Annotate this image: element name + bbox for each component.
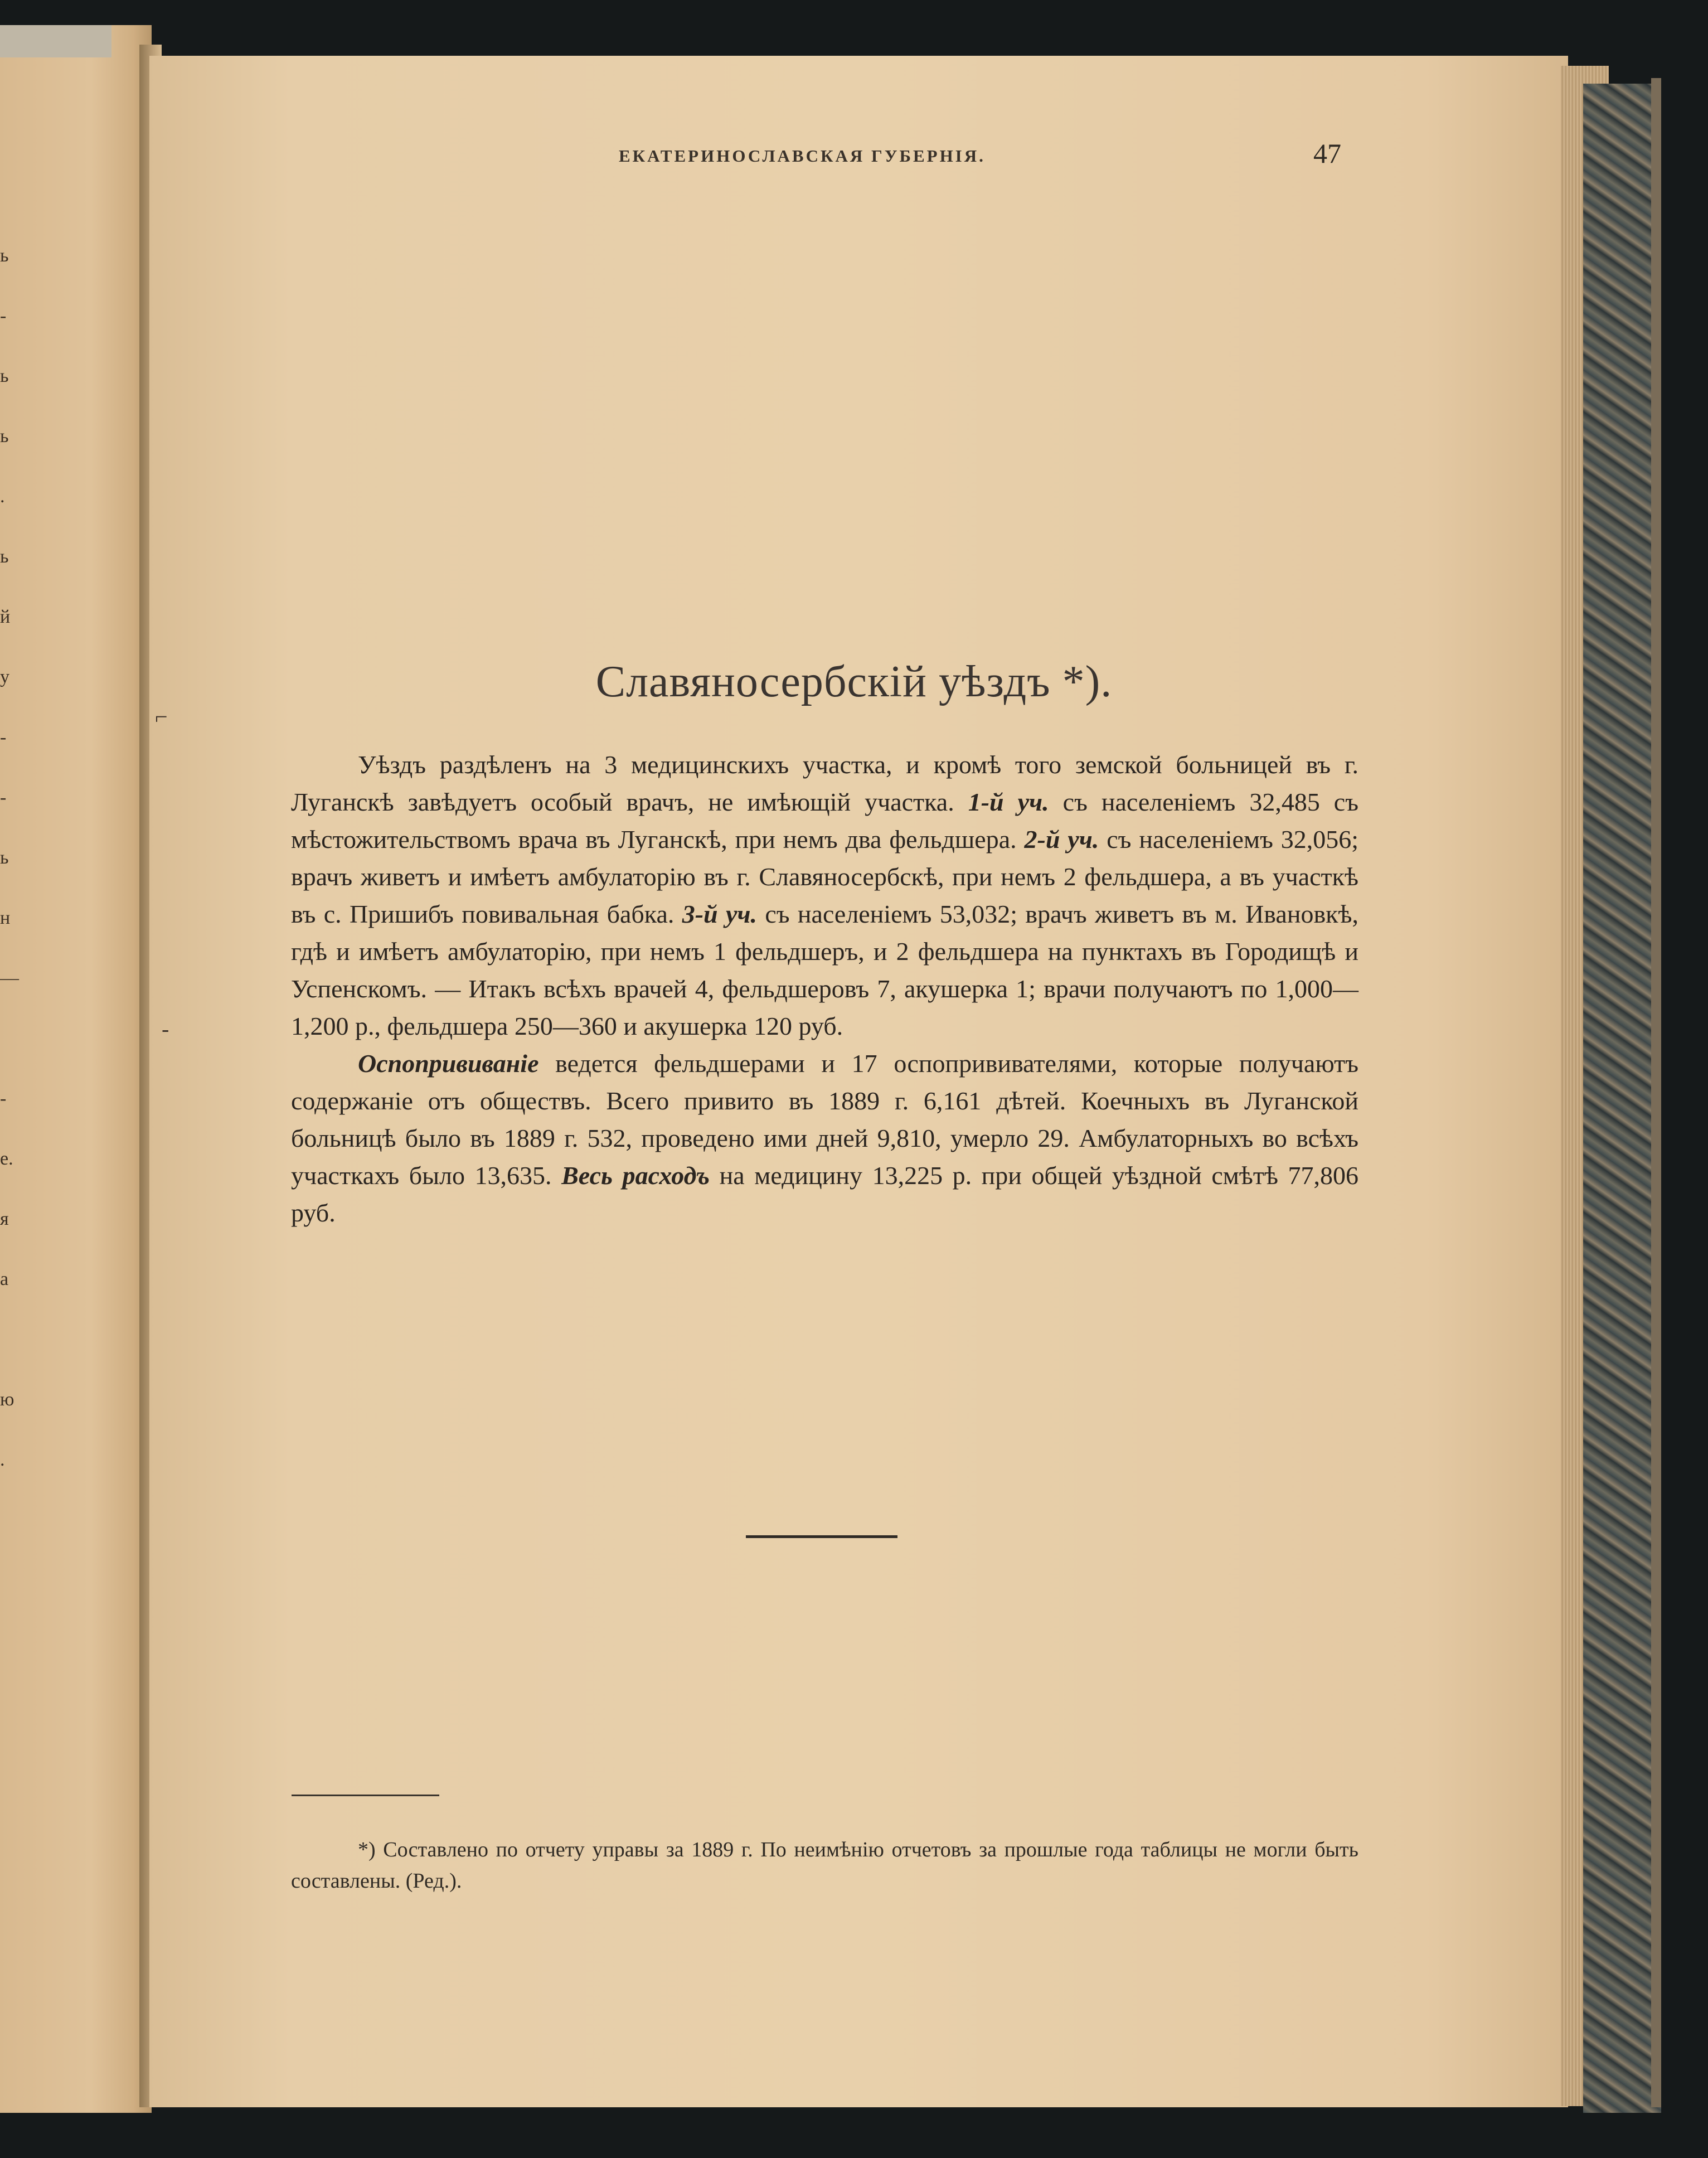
edge-glyph: ь — [0, 847, 9, 868]
section-label: 2-й уч. — [1024, 825, 1099, 853]
page-number: 47 — [1313, 138, 1341, 169]
section-title: Славяносербскій уѣздъ *). — [595, 657, 1113, 706]
footnote — [291, 1834, 1358, 1897]
edge-glyph: я — [0, 1209, 9, 1229]
edge-glyph — [0, 1008, 22, 1069]
margin-mark: ⌐ — [155, 704, 168, 729]
margin-mark: - — [162, 1016, 169, 1041]
edge-glyph — [0, 1310, 22, 1370]
lead-term: Оспопрививаніе — [358, 1049, 539, 1078]
edge-glyph: й — [0, 607, 11, 627]
marbled-cover — [1583, 84, 1661, 2113]
edge-glyph: - — [0, 727, 7, 748]
edge-glyph: е. — [0, 1148, 13, 1169]
left-facing-page — [0, 25, 152, 2113]
text-run: съ населеніемъ 53,032; врачъ живетъ въ м. Ивановкѣ, гдѣ и имѣетъ амбулаторію, при немъ 1 фельдшеръ, и 2 фельдшера на пунктахъ въ Городищѣ и Успенскомъ. — Итакъ всѣхъ врачей 4, фельдшеровъ 7, акушерка 1; врачи получаютъ по 1,000—1,200 р., фельдшера 250—360 и акушерка 120 руб. — [291, 900, 1359, 1040]
edge-glyph: у — [0, 667, 9, 687]
edge-glyph: ь — [0, 366, 9, 386]
edge-glyph: - — [0, 305, 7, 326]
text-run: съ населеніемъ 32,485 съ мѣстожительствомъ врача въ Луганскѣ, при немъ два фельдшера. — [291, 788, 1359, 853]
footnote-text: *) Составлено по отчету управы за 1889 г. По неимѣнію отчетовъ за прошлые года таблицы не могли быть составлены. (Ред.). — [291, 1838, 1358, 1893]
footnote-rule — [292, 1795, 439, 1796]
running-head: ЕКАТЕРИНОСЛАВСКАЯ ГУБЕРНІЯ. — [619, 146, 986, 166]
text-run: на медицину 13,225 р. при общей уѣздной смѣтѣ 77,806 руб. — [291, 1161, 1358, 1227]
body-text — [291, 746, 1358, 1231]
total-label: Весь расходъ — [561, 1161, 710, 1190]
text-run: Уѣздъ раздѣленъ на 3 медицинскихъ участка, и кромѣ того земской больницей въ г. Луганскѣ завѣдуетъ особый врачъ, не имѣющій участка. — [291, 750, 1358, 816]
edge-glyph: ь — [0, 426, 9, 447]
paragraph-vaccination — [291, 1045, 1358, 1231]
edge-glyph: - — [0, 787, 7, 808]
cover-edge — [1651, 78, 1661, 2107]
edge-glyph: . — [0, 1449, 5, 1470]
edge-glyph: а — [0, 1269, 9, 1289]
edge-glyph: ю — [0, 1389, 14, 1410]
left-page-edge-text — [0, 226, 22, 1490]
edge-glyph: н — [0, 908, 11, 928]
edge-glyph: . — [0, 486, 5, 507]
left-page-top-strip — [0, 25, 111, 57]
text-run: ведется фельдшерами и 17 оспопрививателями, которые получаютъ содержаніе отъ обществъ. Всего привито въ 1889 г. 6,161 дѣтей. Коечныхъ въ Луганской больницѣ было въ 1889 г. 532, проведено ими дней 9,810, умерло 29. Амбулаторныхъ во всѣхъ участкахъ было 13,635. — [291, 1049, 1358, 1190]
paragraph-districts — [291, 746, 1358, 1045]
edge-glyph: — — [0, 968, 19, 988]
edge-glyph: - — [0, 1088, 7, 1109]
section-label: 3-й уч. — [682, 900, 758, 928]
section-divider — [746, 1535, 897, 1538]
text-run: съ населеніемъ 32,056; врачъ живетъ и имѣетъ амбулаторію въ г. Славяносербскѣ, при немъ 2 фельдшера, а въ участкѣ въ с. Пришибъ повивальная бабка. — [291, 825, 1359, 928]
edge-glyph: ь — [0, 546, 9, 567]
section-label: 1-й уч. — [968, 788, 1049, 816]
edge-glyph: ь — [0, 245, 9, 266]
